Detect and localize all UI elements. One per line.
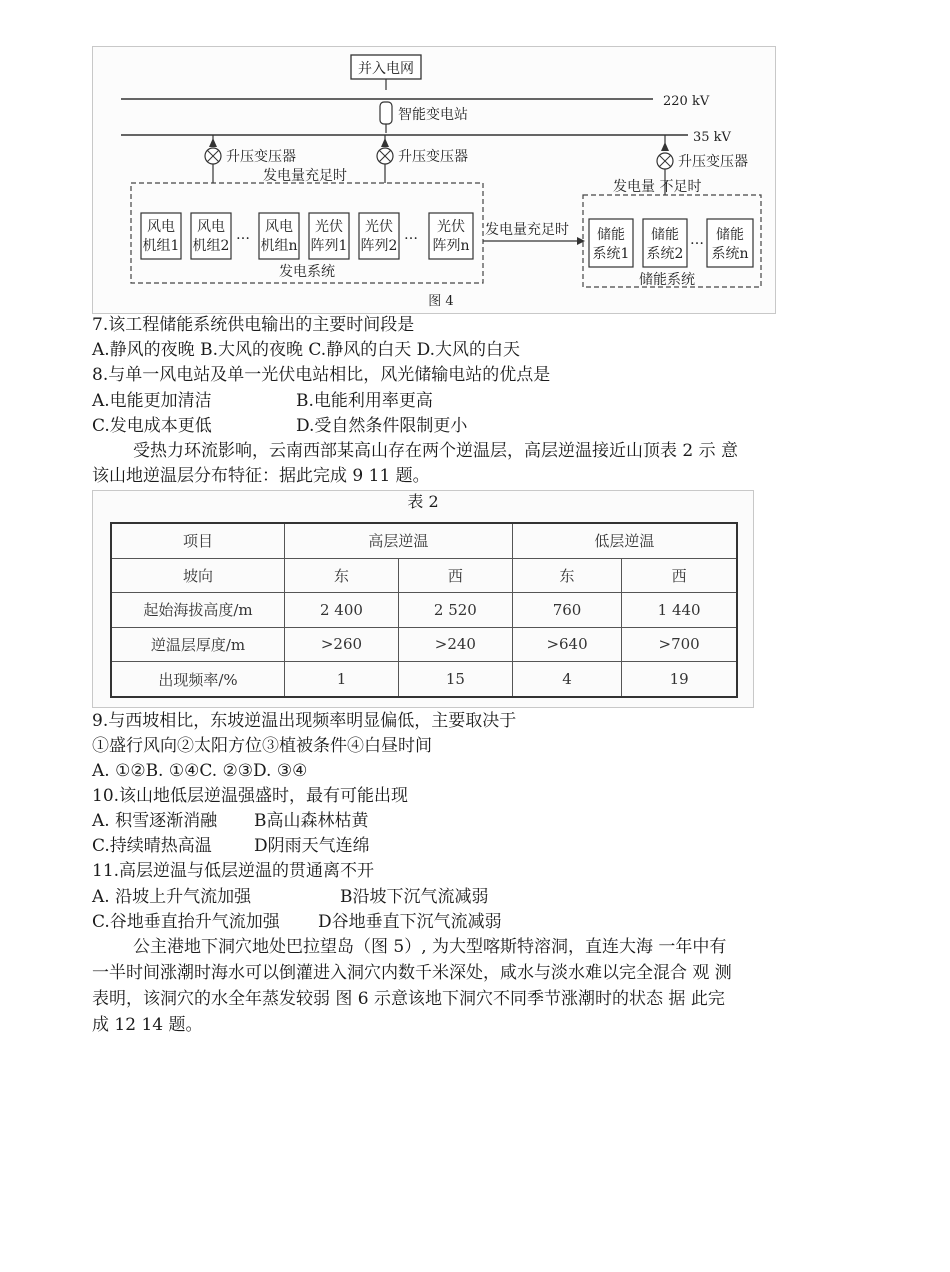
kv220-label: 220 kV [663, 94, 710, 109]
row-label: 逆温层厚度/m [111, 627, 285, 661]
question-11-option-c: C.谷地垂直抬升气流加强 [92, 912, 280, 932]
svg-text:光伏: 光伏 [437, 219, 465, 235]
inversion-table [110, 522, 738, 698]
unit-wind-1 [141, 213, 181, 259]
header-low-inversion: 低层逆温 [512, 523, 737, 558]
svg-text:风电: 风电 [147, 219, 175, 235]
svg-text:阵列1: 阵列1 [310, 238, 348, 254]
kv35-label: 35 kV [693, 130, 731, 145]
svg-text:储能: 储能 [597, 227, 625, 243]
unit-storage-2 [643, 219, 687, 267]
unit-storage-n [707, 219, 753, 267]
question-11-option-d: D谷地垂直下沉气流减弱 [318, 912, 502, 932]
table-header-row [111, 558, 737, 592]
unit-wind-2 [191, 213, 231, 259]
svg-text:光伏: 光伏 [315, 219, 343, 235]
table-cell: 19 [622, 662, 737, 697]
header-slope: 坡向 [111, 558, 285, 592]
transformer-label: 升压变压器 [398, 149, 468, 165]
table-cell: 760 [512, 593, 621, 627]
unit-wind-n [259, 213, 299, 259]
row-label: 起始海拔高度/m [111, 593, 285, 627]
intro-paragraph-1-line1: 受热力环流影响，云南西部某高山存在两个逆温层，高层逆温接近山顶表 2 示 意 [133, 441, 739, 461]
question-9-options: A. ①②B. ①④C. ②③D. ③④ [92, 761, 308, 781]
svg-text:风电: 风电 [265, 219, 293, 235]
table-cell: 4 [512, 662, 621, 697]
header-high-inversion: 高层逆温 [285, 523, 513, 558]
unit-storage-1 [589, 219, 633, 267]
question-11: 11.高层逆温与低层逆温的贯通离不开 [92, 861, 375, 881]
table-row [111, 593, 737, 627]
svg-text:风电: 风电 [197, 219, 225, 235]
svg-text:系统2: 系统2 [646, 246, 684, 262]
question-7-options: A.静风的夜晚 B.大风的夜晚 C.静风的白天 D.大风的白天 [92, 340, 521, 360]
intro-paragraph-1-line2: 该山地逆温层分布特征：据此完成 9 11 题。 [92, 466, 430, 486]
question-10-option-d: D阴雨天气连绵 [254, 836, 370, 856]
question-10: 10.该山地低层逆温强盛时，最有可能出现 [92, 786, 409, 806]
svg-text:光伏: 光伏 [365, 219, 393, 235]
transformer-label: 升压变压器 [226, 149, 296, 165]
question-11-option-a: A. 沿坡上升气流加强 [92, 887, 252, 907]
svg-text:储能: 储能 [716, 227, 744, 243]
table-caption: 表 2 [407, 492, 439, 511]
ellipsis: … [690, 232, 704, 248]
table-header-row [111, 523, 737, 558]
question-9-items: ①盛行风向②太阳方位③植被条件④白昼时间 [92, 736, 432, 756]
substation-icon [380, 102, 392, 124]
question-8-option-c: C.发电成本更低 [92, 416, 212, 436]
intro-paragraph-2-line3: 表明，该洞穴的水全年蒸发较弱 图 6 示意该地下洞穴不同季节涨潮时的状态 据 此完 [92, 989, 725, 1009]
table-row [111, 662, 737, 697]
unit-pv-1 [309, 213, 349, 259]
table-cell: >700 [622, 627, 737, 661]
svg-text:阵列2: 阵列2 [360, 238, 398, 254]
question-8-option-b: B.电能利用率更高 [296, 391, 433, 411]
grid-label: 并入电网 [358, 61, 414, 77]
question-8-option-d: D.受自然条件限制更小 [296, 416, 468, 436]
table-cell: 2 400 [285, 593, 399, 627]
question-8: 8.与单一风电站及单一光伏电站相比，风光储输电站的优点是 [92, 365, 551, 385]
unit-pv-2 [359, 213, 399, 259]
svg-text:储能: 储能 [651, 227, 679, 243]
svg-text:系统1: 系统1 [592, 246, 630, 262]
header-west: 西 [622, 558, 737, 592]
generation-system-label: 发电系统 [279, 264, 335, 280]
sufficient-label-arrow: 发电量充足时 [485, 222, 569, 238]
table-row [111, 627, 737, 661]
substation-label: 智能变电站 [398, 107, 468, 123]
header-west: 西 [398, 558, 512, 592]
svg-text:机组1: 机组1 [142, 238, 180, 254]
table-cell: 15 [398, 662, 512, 697]
question-10-option-a: A. 积雪逐渐消融 [92, 811, 218, 831]
header-east: 东 [285, 558, 399, 592]
table-cell: >240 [398, 627, 512, 661]
sufficient-label-top: 发电量充足时 [263, 168, 347, 184]
row-label: 出现频率/% [111, 662, 285, 697]
ellipsis: … [236, 227, 250, 243]
intro-paragraph-2-line2: 一半时间涨潮时海水可以倒灌进入洞穴内数千米深处，咸水与淡水难以完全混合 观 测 [92, 963, 732, 983]
storage-system-label: 储能系统 [639, 272, 695, 288]
figure-caption: 图 4 [428, 294, 454, 309]
table-cell: >260 [285, 627, 399, 661]
header-item: 项目 [111, 523, 285, 558]
question-11-option-b: B沿坡下沉气流减弱 [340, 887, 489, 907]
intro-paragraph-2-line1: 公主港地下洞穴地处巴拉望岛（图 5）, 为大型喀斯特溶洞，直连大海 一年中有 [133, 937, 727, 957]
table-cell: 1 440 [622, 593, 737, 627]
table-2 [92, 490, 754, 708]
question-9: 9.与西坡相比，东坡逆温出现频率明显偏低，主要取决于 [92, 711, 517, 731]
svg-text:机组2: 机组2 [192, 238, 230, 254]
insufficient-label: 发电量 不足时 [613, 179, 702, 195]
question-7: 7.该工程储能系统供电输出的主要时间段是 [92, 315, 415, 335]
table-cell: >640 [512, 627, 621, 661]
header-east: 东 [512, 558, 621, 592]
question-10-option-c: C.持续晴热高温 [92, 836, 212, 856]
table-cell: 2 520 [398, 593, 512, 627]
table-cell: 1 [285, 662, 399, 697]
ellipsis: … [404, 227, 418, 243]
power-system-diagram [93, 47, 775, 313]
figure-4 [92, 46, 776, 314]
unit-pv-n [429, 213, 473, 259]
transformer-label: 升压变压器 [678, 154, 748, 170]
question-8-option-a: A.电能更加清洁 [92, 391, 212, 411]
intro-paragraph-2-line4: 成 12 14 题。 [92, 1015, 203, 1035]
svg-text:机组n: 机组n [260, 238, 298, 254]
question-10-option-b: B高山森林枯黄 [254, 811, 369, 831]
svg-text:系统n: 系统n [711, 246, 749, 262]
svg-text:阵列n: 阵列n [432, 238, 470, 254]
